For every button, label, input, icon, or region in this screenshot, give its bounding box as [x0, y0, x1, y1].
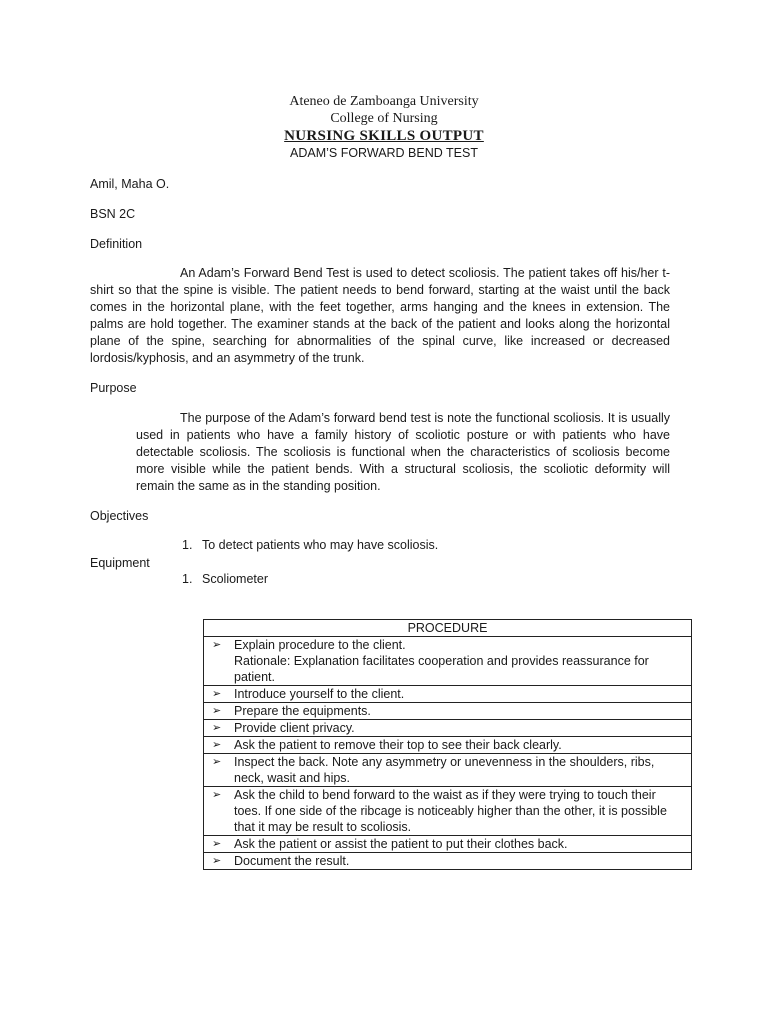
procedure-step-row — [204, 836, 692, 853]
arrow-bullet-icon: ➢ — [212, 722, 222, 734]
document-header — [0, 93, 768, 162]
arrow-bullet-icon: ➢ — [212, 639, 222, 651]
document-subtitle: ADAM’S FORWARD BEND TEST — [290, 146, 478, 160]
definition-text: An Adam’s Forward Bend Test is used to detect scoliosis. The patient takes off his/her t-shirt so that the spine is visible. The patient needs to bend forward, starting at the waist until the back comes in the horizontal plane, with the feet together, arms hanging and the knees in extension. The palms are hold together. The examiner stands at the back of the patient and looks along the horizontal plane of the spine, searching for abnormalities of the spinal curve, like increased or decreased lordosis/kyphosis, and an asymmetry of the trunk. — [90, 266, 670, 365]
arrow-bullet-icon: ➢ — [212, 855, 222, 867]
definition-paragraph — [90, 265, 670, 367]
procedure-step-text: Document the result. — [234, 854, 350, 868]
procedure-step-text: Inspect the back. Note any asymmetry or unevenness in the shoulders, ribs, neck, wasit and hips. — [234, 755, 655, 785]
procedure-step-text: Explain procedure to the client. — [234, 638, 406, 652]
procedure-step-row — [204, 703, 692, 720]
arrow-bullet-icon: ➢ — [212, 789, 222, 801]
procedure-table — [203, 619, 692, 870]
arrow-bullet-icon: ➢ — [212, 739, 222, 751]
procedure-step-text: Ask the patient to remove their top to see their back clearly. — [234, 738, 562, 752]
procedure-header-row — [204, 620, 692, 637]
procedure-step-text: Provide client privacy. — [234, 721, 355, 735]
procedure-step-row — [204, 720, 692, 737]
procedure-step-row — [204, 637, 692, 686]
arrow-bullet-icon: ➢ — [212, 838, 222, 850]
procedure-step-text: Ask the patient or assist the patient to put their clothes back. — [234, 837, 568, 851]
procedure-step-row — [204, 754, 692, 787]
arrow-bullet-icon: ➢ — [212, 688, 222, 700]
document-title: NURSING SKILLS OUTPUT — [284, 128, 484, 144]
objectives-label: Objectives — [90, 509, 149, 523]
objective-item — [182, 537, 438, 554]
equipment-item — [182, 571, 268, 588]
definition-label: Definition — [90, 237, 143, 251]
objective-text: To detect patients who may have scoliosis. — [202, 538, 439, 552]
procedure-step-row — [204, 853, 692, 870]
procedure-step-rationale: Rationale: Explanation facilitates cooperation and provides reassurance for patient. — [234, 654, 649, 684]
equipment-number: 1. — [182, 572, 193, 586]
equipment-label: Equipment — [90, 556, 150, 570]
student-section: BSN 2C — [90, 207, 136, 221]
purpose-label: Purpose — [90, 381, 137, 395]
equipment-text: Scoliometer — [202, 572, 268, 586]
objective-number: 1. — [182, 538, 193, 552]
procedure-step-text: Introduce yourself to the client. — [234, 687, 405, 701]
procedure-header: PROCEDURE — [204, 620, 692, 637]
procedure-step-text: Ask the child to bend forward to the waist as if they were trying to touch their toes. If one side of the ribcage is noticeably higher than the other, it is possible that it may be result to scoliosis. — [234, 788, 667, 834]
college-name: College of Nursing — [330, 111, 438, 126]
university-name: Ateneo de Zamboanga University — [289, 94, 479, 109]
student-name: Amil, Maha O. — [90, 177, 170, 191]
purpose-paragraph — [136, 410, 670, 495]
procedure-step-text: Prepare the equipments. — [234, 704, 371, 718]
procedure-step-row — [204, 787, 692, 836]
procedure-step-row — [204, 686, 692, 703]
purpose-text: The purpose of the Adam’s forward bend test is note the functional scoliosis. It is usually used in patients who have a family history of scoliotic posture or with patients who have detectable scoliosis. The scoliosis is functional when the characteristics of scoliosis become more visible while the patient bends. With a structural scoliosis, the scoliotic deformity will remain the same as in the standing position. — [136, 411, 670, 493]
arrow-bullet-icon: ➢ — [212, 705, 222, 717]
procedure-step-row — [204, 737, 692, 754]
arrow-bullet-icon: ➢ — [212, 756, 222, 768]
